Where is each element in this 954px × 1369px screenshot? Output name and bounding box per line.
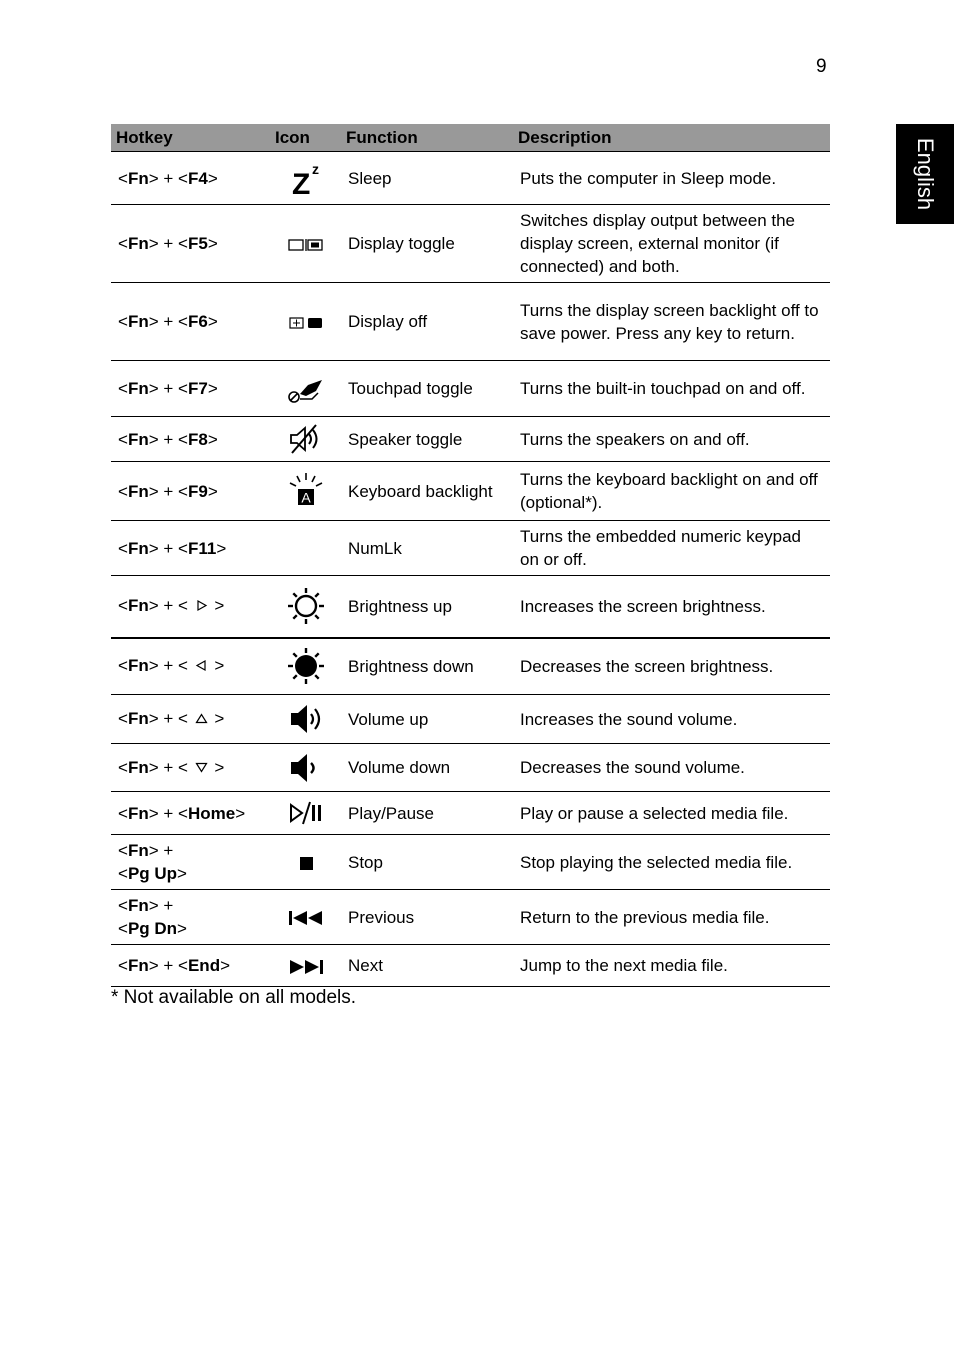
hotkey-table xyxy=(111,124,830,987)
table-row xyxy=(111,152,830,205)
previous-icon xyxy=(286,908,326,927)
icon-cell xyxy=(270,283,341,361)
hotkey-cell: <Fn> + <Pg Up> xyxy=(111,835,270,890)
icon-cell xyxy=(270,152,341,205)
brightness-down-icon xyxy=(286,656,326,675)
icon-cell xyxy=(270,695,341,744)
play-pause-icon xyxy=(286,802,326,821)
hotkey-plus: + xyxy=(158,168,179,188)
keyboard-backlight-icon xyxy=(286,480,326,506)
table-body xyxy=(111,152,830,987)
hotkey-cell: <Fn> + <F4> xyxy=(111,152,270,205)
table-row xyxy=(111,462,830,521)
hotkey-modifier: Fn xyxy=(127,956,149,975)
hotkey-plus: + xyxy=(158,803,179,823)
volume-up-icon xyxy=(286,708,326,727)
hotkey-modifier: Fn xyxy=(127,481,149,501)
description-cell: Turns the display screen backlight off to save power. Press any key to return. xyxy=(513,283,830,361)
hotkey-cell: <Fn> + < > xyxy=(111,695,270,744)
description-cell: Stop playing the selected media file. xyxy=(513,835,830,890)
icon-cell xyxy=(270,417,341,462)
header-function: Function xyxy=(341,124,513,152)
display-toggle-icon xyxy=(286,234,326,253)
svg-text:A: A xyxy=(300,489,311,506)
hotkey-plus: + xyxy=(158,656,179,676)
hotkey-cell: <Fn> + < > xyxy=(111,576,270,638)
hotkey-key: Pg Up xyxy=(127,864,178,883)
function-cell: Sleep xyxy=(341,152,513,205)
hotkey-cell: <Fn> + <End> xyxy=(111,945,270,987)
hotkey-modifier: Fn xyxy=(127,429,149,449)
brightness-up-icon xyxy=(286,596,326,615)
description-cell: Return to the previous media file. xyxy=(513,890,830,945)
hotkey-plus: + xyxy=(158,481,179,501)
function-cell: Volume down xyxy=(341,744,513,792)
description-cell: Decreases the sound volume. xyxy=(513,744,830,792)
header-icon: Icon xyxy=(270,124,341,152)
icon-cell xyxy=(270,945,341,987)
hotkey-key: F6 xyxy=(187,312,208,331)
description-cell: Play or pause a selected media file. xyxy=(513,792,830,835)
table-header-row xyxy=(111,124,830,152)
function-cell: Brightness down xyxy=(341,638,513,695)
hotkey-plus: + xyxy=(158,757,179,777)
function-cell: Play/Pause xyxy=(341,792,513,835)
table-row xyxy=(111,361,830,417)
table-row xyxy=(111,521,830,576)
description-cell: Increases the screen brightness. xyxy=(513,576,830,638)
function-cell: Display toggle xyxy=(341,205,513,283)
hotkey-cell: <Fn> + <F11> xyxy=(111,521,270,576)
icon-cell xyxy=(270,361,341,417)
header-description: Description xyxy=(513,124,830,152)
hotkey-plus: + xyxy=(158,596,179,616)
language-tab-label: English xyxy=(913,137,938,211)
language-tab xyxy=(896,124,954,224)
arrow-up-icon xyxy=(195,708,208,731)
table-row xyxy=(111,945,830,987)
hotkey-plus: + xyxy=(158,956,179,975)
next-icon xyxy=(286,956,326,975)
hotkey-modifier: Fn xyxy=(127,312,149,331)
function-cell: Previous xyxy=(341,890,513,945)
hotkey-key: Home xyxy=(187,803,236,823)
arrow-down-icon xyxy=(195,757,208,780)
function-cell: Volume up xyxy=(341,695,513,744)
description-cell: Switches display output between the display screen, external monitor (if connected) and both. xyxy=(513,205,830,283)
hotkey-modifier: Fn xyxy=(127,234,149,253)
hotkey-key: F9 xyxy=(187,481,208,501)
function-cell: Stop xyxy=(341,835,513,890)
table-row xyxy=(111,835,830,890)
table-row xyxy=(111,744,830,792)
description-cell: Turns the keyboard backlight on and off (optional*). xyxy=(513,462,830,521)
hotkey-cell: <Fn> + <F8> xyxy=(111,417,270,462)
hotkey-key: F5 xyxy=(187,234,208,253)
icon-cell xyxy=(270,521,341,576)
function-cell: NumLk xyxy=(341,521,513,576)
description-cell: Puts the computer in Sleep mode. xyxy=(513,152,830,205)
arrow-left-icon xyxy=(195,655,208,678)
function-cell: Brightness up xyxy=(341,576,513,638)
hotkey-plus: + xyxy=(158,379,179,398)
hotkey-modifier: Fn xyxy=(127,168,149,188)
icon-cell xyxy=(270,835,341,890)
function-cell: Next xyxy=(341,945,513,987)
svg-text:Z: Z xyxy=(291,168,310,198)
page-number: 9 xyxy=(816,56,827,77)
arrow-right-icon xyxy=(195,595,208,618)
hotkey-cell: <Fn> + < > xyxy=(111,744,270,792)
description-cell: Jump to the next media file. xyxy=(513,945,830,987)
table-row xyxy=(111,890,830,945)
sleep-icon xyxy=(286,161,326,198)
icon-cell xyxy=(270,205,341,283)
svg-text:z: z xyxy=(311,161,319,177)
hotkey-modifier: Fn xyxy=(127,896,149,915)
function-cell: Touchpad toggle xyxy=(341,361,513,417)
hotkey-plus: + xyxy=(158,234,179,253)
hotkey-key: Pg Dn xyxy=(127,919,178,938)
table-row xyxy=(111,792,830,835)
hotkey-plus: + xyxy=(158,429,179,449)
function-cell: Display off xyxy=(341,283,513,361)
icon-cell xyxy=(270,576,341,638)
hotkey-modifier: Fn xyxy=(127,757,149,777)
table-row xyxy=(111,695,830,744)
table-row xyxy=(111,638,830,695)
hotkey-plus: + xyxy=(158,896,174,915)
icon-cell xyxy=(270,744,341,792)
hotkey-key: F11 xyxy=(187,538,217,558)
hotkey-modifier: Fn xyxy=(127,803,149,823)
table-row xyxy=(111,205,830,283)
hotkey-key: F7 xyxy=(187,379,208,398)
description-cell: Decreases the screen brightness. xyxy=(513,638,830,695)
hotkey-cell: <Fn> + <Pg Dn> xyxy=(111,890,270,945)
description-cell: Turns the embedded numeric keypad on or off. xyxy=(513,521,830,576)
icon-cell xyxy=(270,638,341,695)
description-cell: Increases the sound volume. xyxy=(513,695,830,744)
hotkey-modifier: Fn xyxy=(127,709,149,728)
function-cell: Keyboard backlight xyxy=(341,462,513,521)
icon-cell xyxy=(270,792,341,835)
description-cell: Turns the speakers on and off. xyxy=(513,417,830,462)
hotkey-modifier: Fn xyxy=(127,379,149,398)
hotkey-cell: <Fn> + <F9> xyxy=(111,462,270,521)
hotkey-key: F8 xyxy=(187,429,208,449)
hotkey-plus: + xyxy=(158,312,179,331)
table-row xyxy=(111,417,830,462)
touchpad-toggle-icon xyxy=(286,378,326,397)
hotkey-cell: <Fn> + < > xyxy=(111,638,270,695)
hotkey-modifier: Fn xyxy=(127,596,149,616)
hotkey-modifier: Fn xyxy=(127,656,149,676)
hotkey-modifier: Fn xyxy=(127,841,149,860)
hotkey-cell: <Fn> + <Home> xyxy=(111,792,270,835)
description-cell: Turns the built-in touchpad on and off. xyxy=(513,361,830,417)
icon-cell xyxy=(270,890,341,945)
hotkey-plus: + xyxy=(158,709,179,728)
hotkey-modifier: Fn xyxy=(127,538,149,558)
display-off-icon xyxy=(286,312,326,331)
speaker-toggle-icon xyxy=(286,428,326,447)
hotkey-cell: <Fn> + <F7> xyxy=(111,361,270,417)
header-hotkey: Hotkey xyxy=(111,124,270,152)
hotkey-plus: + xyxy=(158,538,179,558)
hotkey-plus: + xyxy=(158,841,174,860)
table-row xyxy=(111,576,830,638)
stop-icon xyxy=(286,853,326,872)
function-cell: Speaker toggle xyxy=(341,417,513,462)
hotkey-cell: <Fn> + <F6> xyxy=(111,283,270,361)
icon-cell xyxy=(270,462,341,521)
hotkey-key: F4 xyxy=(187,168,208,188)
hotkey-key: End xyxy=(187,956,221,975)
volume-down-icon xyxy=(286,757,326,776)
hotkey-cell: <Fn> + <F5> xyxy=(111,205,270,283)
footnote: * Not available on all models. xyxy=(111,987,357,1008)
table-row xyxy=(111,283,830,361)
